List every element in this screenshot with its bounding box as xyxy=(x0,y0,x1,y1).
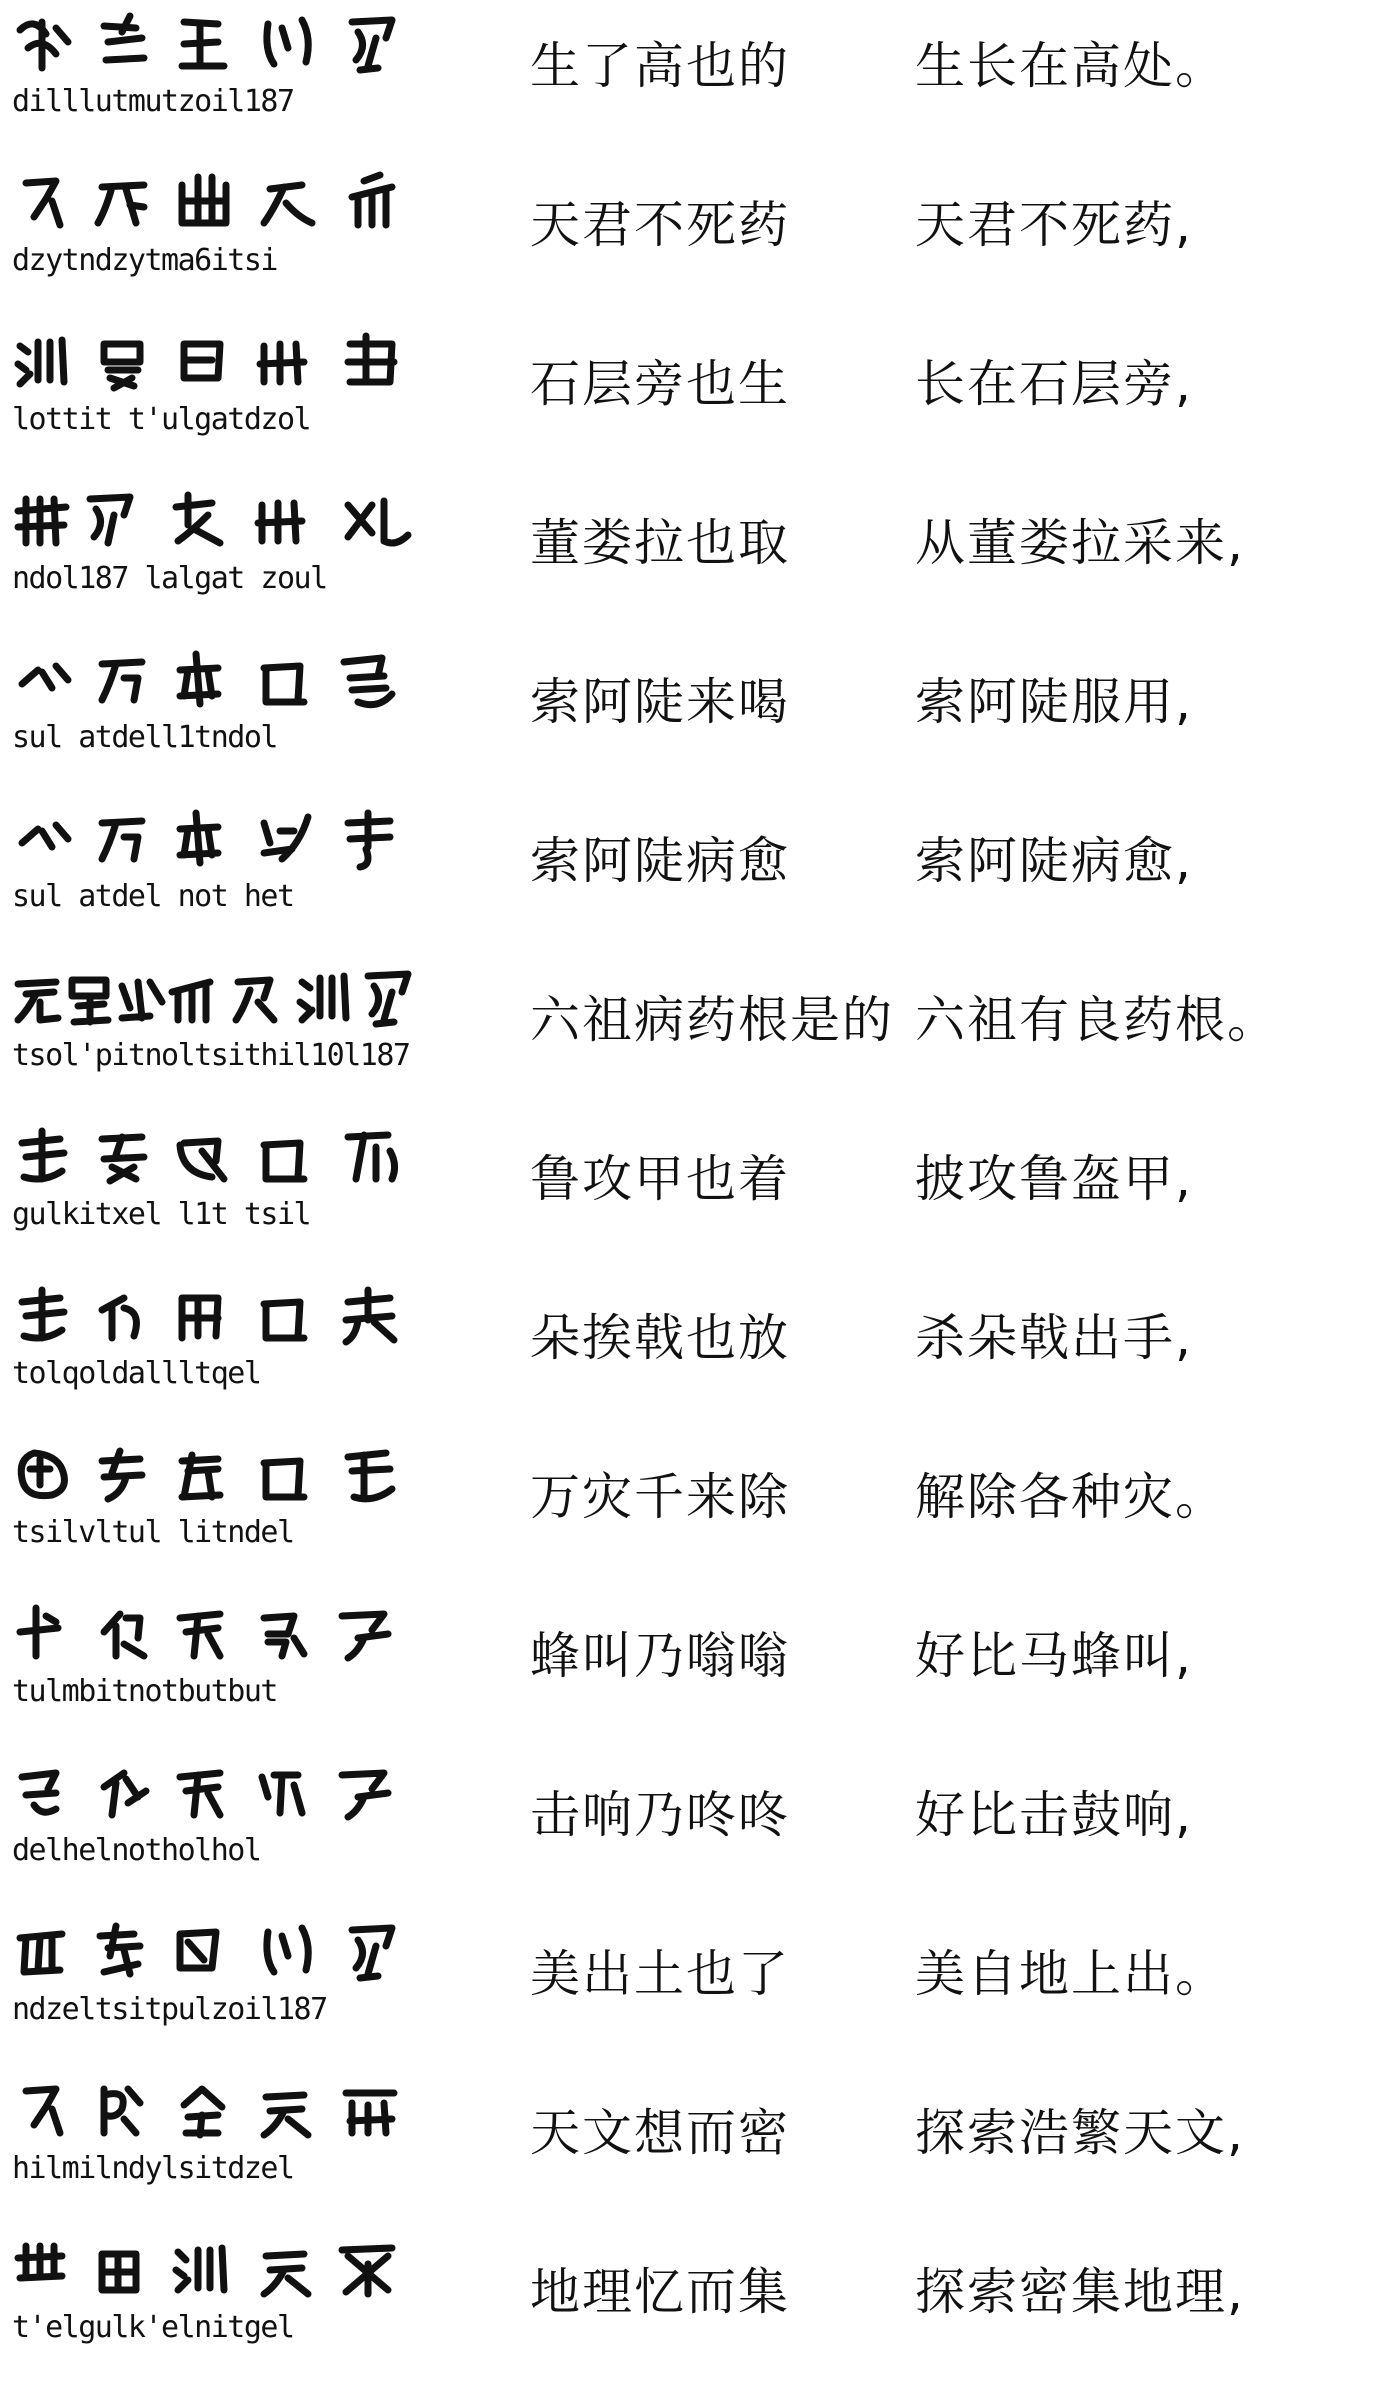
literal-translation: 万灾千来除 xyxy=(530,1468,790,1526)
verse-row xyxy=(0,159,1385,318)
free-translation: 探索密集地理, xyxy=(915,2263,1245,2321)
free-translation: 索阿陡服用, xyxy=(915,673,1193,731)
free-translation: 六祖有良药根。 xyxy=(915,991,1279,1049)
free-translation: 披攻鲁盔甲, xyxy=(915,1150,1193,1208)
literal-translation: 索阿陡病愈 xyxy=(530,832,790,890)
literal-translation: 董娄拉也取 xyxy=(530,514,790,572)
yi-script-block xyxy=(12,1439,444,1559)
literal-translation: 朵挨戟也放 xyxy=(530,1309,790,1367)
yi-script-block xyxy=(12,2234,444,2354)
verse-row xyxy=(0,1749,1385,1908)
yi-script-block xyxy=(12,8,444,128)
yi-script-block xyxy=(12,644,444,764)
literal-translation: 生了高也的 xyxy=(530,37,790,95)
free-translation: 好比击鼓响, xyxy=(915,1786,1193,1844)
phonetic-transcription: sul atdell1tndol xyxy=(12,720,277,755)
phonetic-transcription: hilmilndylsitdzel xyxy=(12,2151,294,2186)
yi-script-block xyxy=(12,167,444,287)
literal-translation: 击响乃咚咚 xyxy=(530,1786,790,1844)
yi-glyphs xyxy=(12,2075,444,2147)
yi-script-block xyxy=(12,803,444,923)
yi-glyphs xyxy=(12,1121,444,1193)
free-translation: 索阿陡病愈, xyxy=(915,832,1193,890)
verse-row xyxy=(0,954,1385,1113)
yi-glyphs xyxy=(12,1916,444,1988)
free-translation: 美自地上出。 xyxy=(915,1945,1227,2003)
verse-row xyxy=(0,1272,1385,1431)
yi-glyphs xyxy=(12,644,444,716)
yi-script-block xyxy=(12,1757,444,1877)
literal-translation: 石层旁也生 xyxy=(530,355,790,413)
verse-row xyxy=(0,1431,1385,1590)
verse-row xyxy=(0,1113,1385,1272)
yi-script-block xyxy=(12,485,444,605)
yi-glyphs xyxy=(12,326,444,398)
phonetic-transcription: dzytndzytma6itsi xyxy=(12,243,277,278)
free-translation: 探索浩繁天文, xyxy=(915,2104,1245,2162)
yi-glyphs xyxy=(12,962,444,1034)
phonetic-transcription: tolqoldallltqel xyxy=(12,1356,261,1391)
free-translation: 天君不死药, xyxy=(915,196,1193,254)
free-translation: 解除各种灾。 xyxy=(915,1468,1227,1526)
yi-glyphs xyxy=(12,1280,444,1352)
yi-script-block xyxy=(12,1280,444,1400)
yi-script-block xyxy=(12,1598,444,1718)
phonetic-transcription: tsol'pitnoltsithil10l187 xyxy=(12,1038,410,1073)
verse-row xyxy=(0,2067,1385,2226)
phonetic-transcription: delhelnotholhol xyxy=(12,1833,261,1868)
phonetic-transcription: gulkitxel l1t tsil xyxy=(12,1197,311,1232)
literal-translation: 地理忆而集 xyxy=(530,2263,790,2321)
phonetic-transcription: t'elgulk'elnitgel xyxy=(12,2310,294,2345)
yi-script-block xyxy=(12,1121,444,1241)
verse-row xyxy=(0,477,1385,636)
verse-row xyxy=(0,2226,1385,2385)
yi-glyphs xyxy=(12,1439,444,1511)
yi-glyphs xyxy=(12,803,444,875)
free-translation: 长在石层旁, xyxy=(915,355,1193,413)
verse-row xyxy=(0,1590,1385,1749)
yi-glyphs xyxy=(12,8,444,80)
phonetic-transcription: tsilvltul litndel xyxy=(12,1515,294,1550)
verse-row xyxy=(0,795,1385,954)
phonetic-transcription: tulmbitnotbutbut xyxy=(12,1674,277,1709)
phonetic-transcription: dilllutmutzoil187 xyxy=(12,84,294,119)
verse-row xyxy=(0,0,1385,159)
yi-script-block xyxy=(12,326,444,446)
literal-translation: 蜂叫乃嗡嗡 xyxy=(530,1627,790,1685)
verse-row xyxy=(0,636,1385,795)
free-translation: 杀朵戟出手, xyxy=(915,1309,1193,1367)
yi-glyphs xyxy=(12,1598,444,1670)
yi-glyphs xyxy=(12,485,444,557)
phonetic-transcription: lottit t'ulgatdzol xyxy=(12,402,311,437)
literal-translation: 六祖病药根是的 xyxy=(530,991,894,1049)
yi-script-block xyxy=(12,1916,444,2036)
literal-translation: 索阿陡来喝 xyxy=(530,673,790,731)
yi-glyphs xyxy=(12,167,444,239)
literal-translation: 天文想而密 xyxy=(530,2104,790,2162)
literal-translation: 鲁攻甲也着 xyxy=(530,1150,790,1208)
phonetic-transcription: ndzeltsitpulzoil187 xyxy=(12,1992,327,2027)
yi-script-block xyxy=(12,962,444,1082)
free-translation: 生长在高处。 xyxy=(915,37,1227,95)
verse-row xyxy=(0,1908,1385,2067)
literal-translation: 美出土也了 xyxy=(530,1945,790,2003)
yi-glyphs xyxy=(12,2234,444,2306)
yi-glyphs xyxy=(12,1757,444,1829)
free-translation: 好比马蜂叫, xyxy=(915,1627,1193,1685)
phonetic-transcription: ndol187 lalgat zoul xyxy=(12,561,327,596)
phonetic-transcription: sul atdel not het xyxy=(12,879,294,914)
literal-translation: 天君不死药 xyxy=(530,196,790,254)
free-translation: 从董娄拉采来, xyxy=(915,514,1245,572)
verse-row xyxy=(0,318,1385,477)
yi-script-block xyxy=(12,2075,444,2195)
